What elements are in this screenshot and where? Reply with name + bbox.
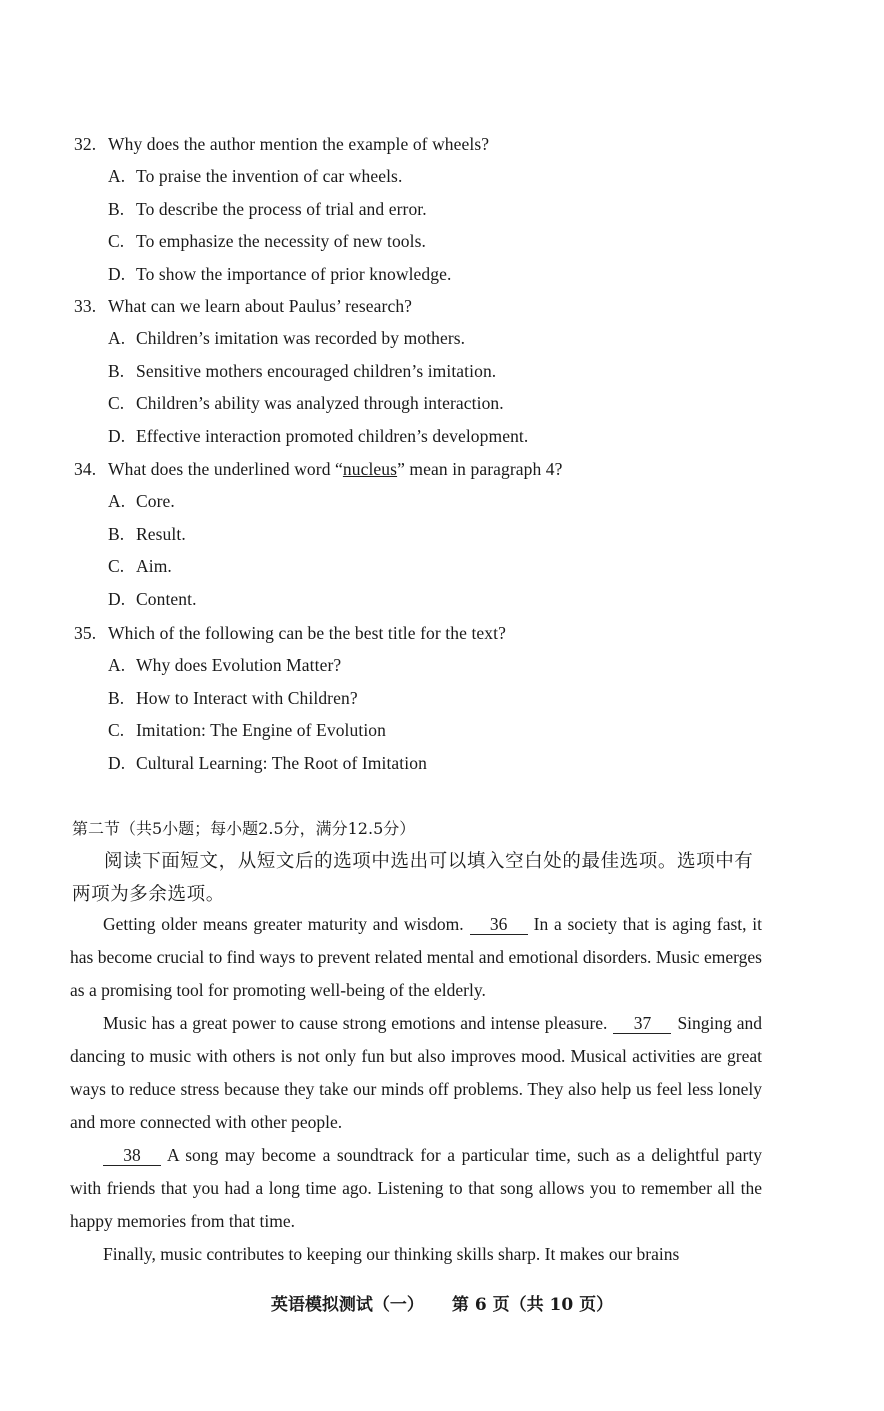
- option-d: [74, 420, 528, 453]
- option-letter: C.: [108, 720, 125, 740]
- option-d: [74, 258, 489, 291]
- option-text: To praise the invention of car wheels.: [136, 166, 403, 186]
- answer-blank-36[interactable]: 36: [470, 914, 528, 935]
- option-text: Result.: [136, 523, 186, 544]
- section-instructions: 阅读下面短文，从短文后的选项中选出可以填入空白处的最佳选项。选项中有两项为多余选项。: [72, 851, 754, 905]
- option-text: Children’s imitation was recorded by mothers.: [136, 328, 466, 348]
- question-33: [74, 290, 528, 452]
- option-text: Imitation: The Engine of Evolution: [136, 720, 386, 740]
- cloze-passage: [70, 908, 762, 1271]
- option-letter: A.: [108, 166, 126, 186]
- option-b: [74, 355, 528, 388]
- paragraph-text: Music has a great power to cause strong emotions and intense pleasure.: [103, 1013, 608, 1033]
- section-header: 第二节（共5小题；每小题2.5分，满分12.5分）: [72, 819, 416, 838]
- option-text: Children’s ability was analyzed through interaction.: [136, 393, 504, 413]
- option-text: To describe the process of trial and error.: [136, 198, 427, 219]
- option-c: [74, 387, 528, 420]
- option-letter: D.: [108, 425, 126, 446]
- option-text: To emphasize the necessity of new tools.: [136, 231, 426, 251]
- paragraph-1: [70, 908, 762, 1007]
- question-stem: [74, 453, 563, 485]
- option-letter: B.: [108, 198, 125, 219]
- question-text: Why does the author mention the example of wheels?: [108, 134, 490, 154]
- answer-blank-37[interactable]: 37: [613, 1013, 671, 1034]
- option-letter: B.: [108, 687, 125, 708]
- option-text: To show the importance of prior knowledge.: [136, 263, 452, 284]
- option-a: [74, 322, 528, 355]
- question-stem: [74, 290, 528, 322]
- option-c: [74, 225, 489, 258]
- option-letter: A.: [108, 328, 126, 348]
- option-d: [74, 747, 506, 780]
- option-text: Effective interaction promoted children’s development.: [136, 425, 529, 446]
- question-number: 34.: [74, 459, 97, 479]
- question-stem: [74, 128, 489, 160]
- option-letter: D.: [108, 588, 126, 609]
- question-text: Which of the following can be the best title for the text?: [108, 623, 506, 643]
- option-letter: B.: [108, 360, 125, 381]
- option-letter: C.: [108, 556, 125, 576]
- question-number: 32.: [74, 134, 97, 154]
- paragraph-text: Getting older means greater maturity and wisdom.: [103, 914, 464, 934]
- question-32: [74, 128, 489, 290]
- option-text: Sensitive mothers encouraged children’s imitation.: [136, 360, 497, 381]
- option-a: [74, 649, 506, 682]
- option-b: [74, 682, 506, 715]
- option-text: Aim.: [136, 556, 172, 576]
- answer-blank-38[interactable]: 38: [103, 1145, 161, 1166]
- option-d: [74, 583, 563, 616]
- paragraph-text: Singing and dancing to music with others is not only fun but also improves mood. Musical activities are great ways to reduce stress because they take our minds off problems. They also help us feel less lonely and more connected with other people.: [70, 1013, 762, 1132]
- question-35: [74, 617, 506, 779]
- paragraph-3: [70, 1139, 762, 1238]
- option-letter: B.: [108, 523, 125, 544]
- question-stem: [74, 617, 506, 649]
- exam-title: 英语模拟测试（一）: [270, 1295, 424, 1315]
- option-c: [74, 714, 506, 747]
- paragraph-2: [70, 1007, 762, 1139]
- option-letter: D.: [108, 263, 126, 284]
- paragraph-text: A song may become a soundtrack for a particular time, such as a delightful party with friends that you had a long time ago. Listening to that song allows you to remember all the happy memories from that time.: [70, 1145, 762, 1231]
- question-text-after: ” mean in paragraph 4?: [397, 459, 563, 479]
- option-text: Content.: [136, 588, 197, 609]
- question-number: 35.: [74, 623, 97, 643]
- option-letter: C.: [108, 393, 125, 413]
- option-text: Cultural Learning: The Root of Imitation: [136, 752, 427, 773]
- paragraph-text: Finally, music contributes to keeping our thinking skills sharp. It makes our brains: [103, 1244, 680, 1264]
- option-letter: A.: [108, 655, 126, 675]
- option-text: Why does Evolution Matter?: [136, 655, 342, 675]
- paragraph-4: [70, 1238, 762, 1271]
- underlined-word: nucleus: [342, 459, 398, 479]
- page-footer: [0, 1290, 884, 1315]
- option-b: [74, 518, 563, 551]
- option-letter: C.: [108, 231, 125, 251]
- option-text: How to Interact with Children?: [136, 687, 358, 708]
- question-34: [74, 453, 563, 615]
- question-text: What can we learn about Paulus’ research?: [108, 296, 413, 316]
- question-number: 33.: [74, 296, 97, 316]
- question-text-before: What does the underlined word “: [108, 459, 343, 479]
- option-letter: A.: [108, 491, 126, 511]
- option-a: [74, 160, 489, 193]
- paragraph-text: In a society that is aging fast, it has become crucial to find ways to prevent related mental and emotional disorders. Music emerges as a promising tool for promoting well-being of the elderly.: [70, 914, 762, 1000]
- page-number: 第 6 页（共 10 页）: [451, 1295, 614, 1315]
- option-letter: D.: [108, 752, 126, 773]
- option-b: [74, 193, 489, 226]
- option-text: Core.: [136, 491, 175, 511]
- option-c: [74, 550, 563, 583]
- option-a: [74, 485, 563, 518]
